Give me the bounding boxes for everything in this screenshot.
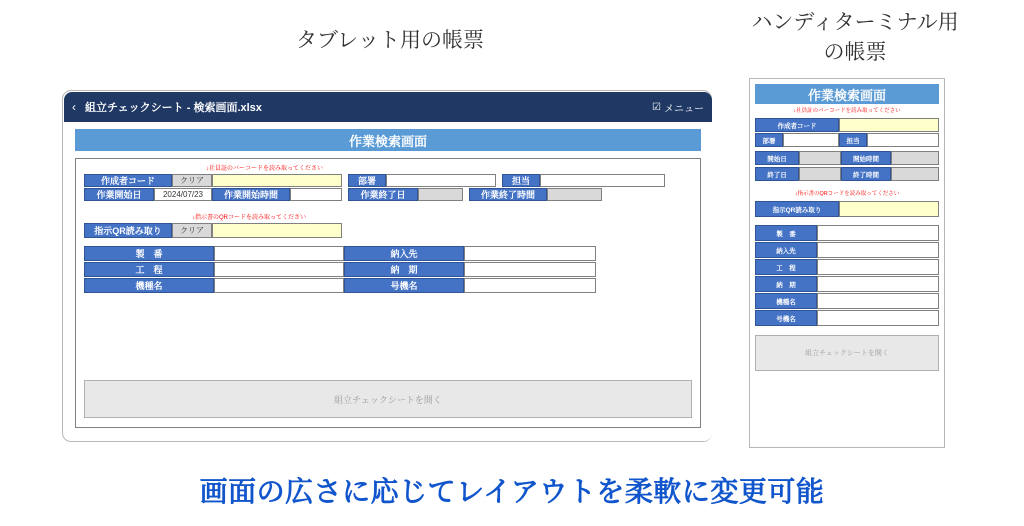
- table-row: [84, 246, 344, 261]
- value-model[interactable]: [214, 278, 344, 293]
- work-start-time-input[interactable]: [290, 188, 342, 201]
- handy-hint-employee: ↓社員証のバーコードを読み取ってください: [793, 108, 901, 114]
- handy-charge-input[interactable]: [867, 133, 939, 147]
- tablet-row-qr: [84, 223, 692, 238]
- table-row: [344, 246, 596, 261]
- handy-row-dept-charge: [755, 133, 939, 147]
- value-unit-name[interactable]: [464, 278, 596, 293]
- work-end-time-input[interactable]: [547, 188, 602, 201]
- handy-section-heading: [710, 8, 1000, 68]
- label-dept: 部署: [348, 174, 386, 187]
- tablet-titlebar: [64, 92, 712, 122]
- qr-input[interactable]: [212, 223, 342, 238]
- creator-code-input[interactable]: [212, 174, 342, 187]
- handy-device-frame: [749, 78, 945, 448]
- handy-info-grid: [755, 225, 939, 326]
- table-row: [344, 262, 596, 277]
- handy-label-end-date: 終了日: [755, 167, 799, 181]
- tablet-form-panel: [75, 158, 701, 428]
- handy-open-checksheet-button[interactable]: 組立チェックシートを開く: [755, 335, 939, 371]
- label-charge: 担当: [502, 174, 540, 187]
- handy-value-unit-name[interactable]: [817, 310, 939, 326]
- label-work-start-time: 作業開始時間: [212, 188, 290, 201]
- tablet-screen-body: [64, 122, 712, 441]
- creator-code-clear-button[interactable]: クリア: [172, 174, 212, 187]
- menu-label: メニュー: [664, 103, 704, 115]
- handy-qr-input[interactable]: [839, 201, 939, 217]
- tablet-row-work-times: [84, 188, 692, 201]
- handy-value-process[interactable]: [817, 259, 939, 275]
- table-row: [755, 242, 939, 258]
- handy-row-qr: [755, 201, 939, 217]
- tablet-device-frame: [62, 90, 712, 442]
- handy-label-unit-name: 号機名: [755, 310, 817, 326]
- tablet-section-heading: タブレット用の帳票: [296, 29, 484, 52]
- handy-label-start-time: 開始時間: [841, 151, 891, 165]
- menu-icon: ☑: [652, 101, 661, 113]
- table-row: [755, 310, 939, 326]
- label-process: 工 程: [84, 262, 214, 277]
- label-due-date: 納 期: [344, 262, 464, 277]
- handy-end-time-input[interactable]: [891, 167, 939, 181]
- handy-label-process: 工 程: [755, 259, 817, 275]
- back-chevron-icon[interactable]: ‹: [72, 100, 76, 114]
- handy-label-start-date: 開始日: [755, 151, 799, 165]
- label-qr-read: 指示QR読み取り: [84, 223, 172, 238]
- table-row: [755, 293, 939, 309]
- value-seiban[interactable]: [214, 246, 344, 261]
- handy-label-delivery-to: 納入先: [755, 242, 817, 258]
- handy-label-seiban: 製 番: [755, 225, 817, 241]
- handy-start-date-input[interactable]: [799, 151, 841, 165]
- qr-clear-button[interactable]: クリア: [172, 223, 212, 238]
- handy-value-model[interactable]: [817, 293, 939, 309]
- table-row: [84, 262, 344, 277]
- work-end-date-input[interactable]: [418, 188, 463, 201]
- handy-heading-line1: ハンディターミナル用: [751, 11, 959, 34]
- work-start-date-input[interactable]: 2024/07/23: [154, 188, 212, 201]
- label-creator-code: 作成者コード: [84, 174, 172, 187]
- handy-creator-code-input[interactable]: [839, 118, 939, 132]
- label-unit-name: 号機名: [344, 278, 464, 293]
- handy-heading-line2: の帳票: [823, 41, 887, 64]
- handy-page-title: 作業検索画面: [755, 84, 939, 104]
- table-row: [344, 278, 596, 293]
- handy-row-end: [755, 167, 939, 181]
- handy-row-start: [755, 151, 939, 165]
- handy-value-seiban[interactable]: [817, 225, 939, 241]
- handy-label-charge: 担当: [839, 133, 867, 147]
- tablet-page-title: 作業検索画面: [75, 129, 701, 151]
- label-model: 機種名: [84, 278, 214, 293]
- label-work-start-date: 作業開始日: [84, 188, 154, 201]
- footer-caption: 画面の広さに応じてレイアウトを柔軟に変更可能: [199, 476, 825, 507]
- label-work-end-date: 作業終了日: [348, 188, 418, 201]
- handy-row-creator: [755, 118, 939, 132]
- charge-input[interactable]: [540, 174, 665, 187]
- handy-label-dept: 部署: [755, 133, 783, 147]
- tablet-hint-employee: ↓社員証のバーコードを読み取ってください: [206, 166, 324, 172]
- value-process[interactable]: [214, 262, 344, 277]
- handy-dept-input[interactable]: [783, 133, 839, 147]
- handy-hint-qr: ↓指示書のQRコードを読み取ってください: [794, 191, 900, 197]
- value-delivery-to[interactable]: [464, 246, 596, 261]
- label-work-end-time: 作業終了時間: [469, 188, 547, 201]
- handy-end-date-input[interactable]: [799, 167, 841, 181]
- tablet-info-grid-left: [84, 245, 344, 293]
- open-checksheet-button[interactable]: 組立チェックシートを開く: [84, 380, 692, 418]
- handy-label-due-date: 納 期: [755, 276, 817, 292]
- tablet-info-grid-right: [344, 245, 596, 293]
- value-due-date[interactable]: [464, 262, 596, 277]
- table-row: [84, 278, 344, 293]
- handy-start-time-input[interactable]: [891, 151, 939, 165]
- handy-label-model: 機種名: [755, 293, 817, 309]
- table-row: [755, 225, 939, 241]
- table-row: [755, 259, 939, 275]
- tablet-hint-qr: ↓指示書のQRコードを読み取ってください: [192, 215, 307, 221]
- dept-input[interactable]: [386, 174, 496, 187]
- label-seiban: 製 番: [84, 246, 214, 261]
- handy-value-delivery-to[interactable]: [817, 242, 939, 258]
- label-delivery-to: 納入先: [344, 246, 464, 261]
- table-row: [755, 276, 939, 292]
- menu-button[interactable]: [652, 100, 704, 115]
- tablet-file-name: 組立チェックシート - 検索画面.xlsx: [85, 102, 262, 114]
- handy-label-qr: 指示QR読み取り: [755, 201, 839, 217]
- tablet-row-creator: [84, 174, 692, 187]
- tablet-info-grid: [84, 245, 692, 293]
- handy-label-end-time: 終了時間: [841, 167, 891, 181]
- handy-label-creator-code: 作成者コード: [755, 118, 839, 132]
- handy-value-due-date[interactable]: [817, 276, 939, 292]
